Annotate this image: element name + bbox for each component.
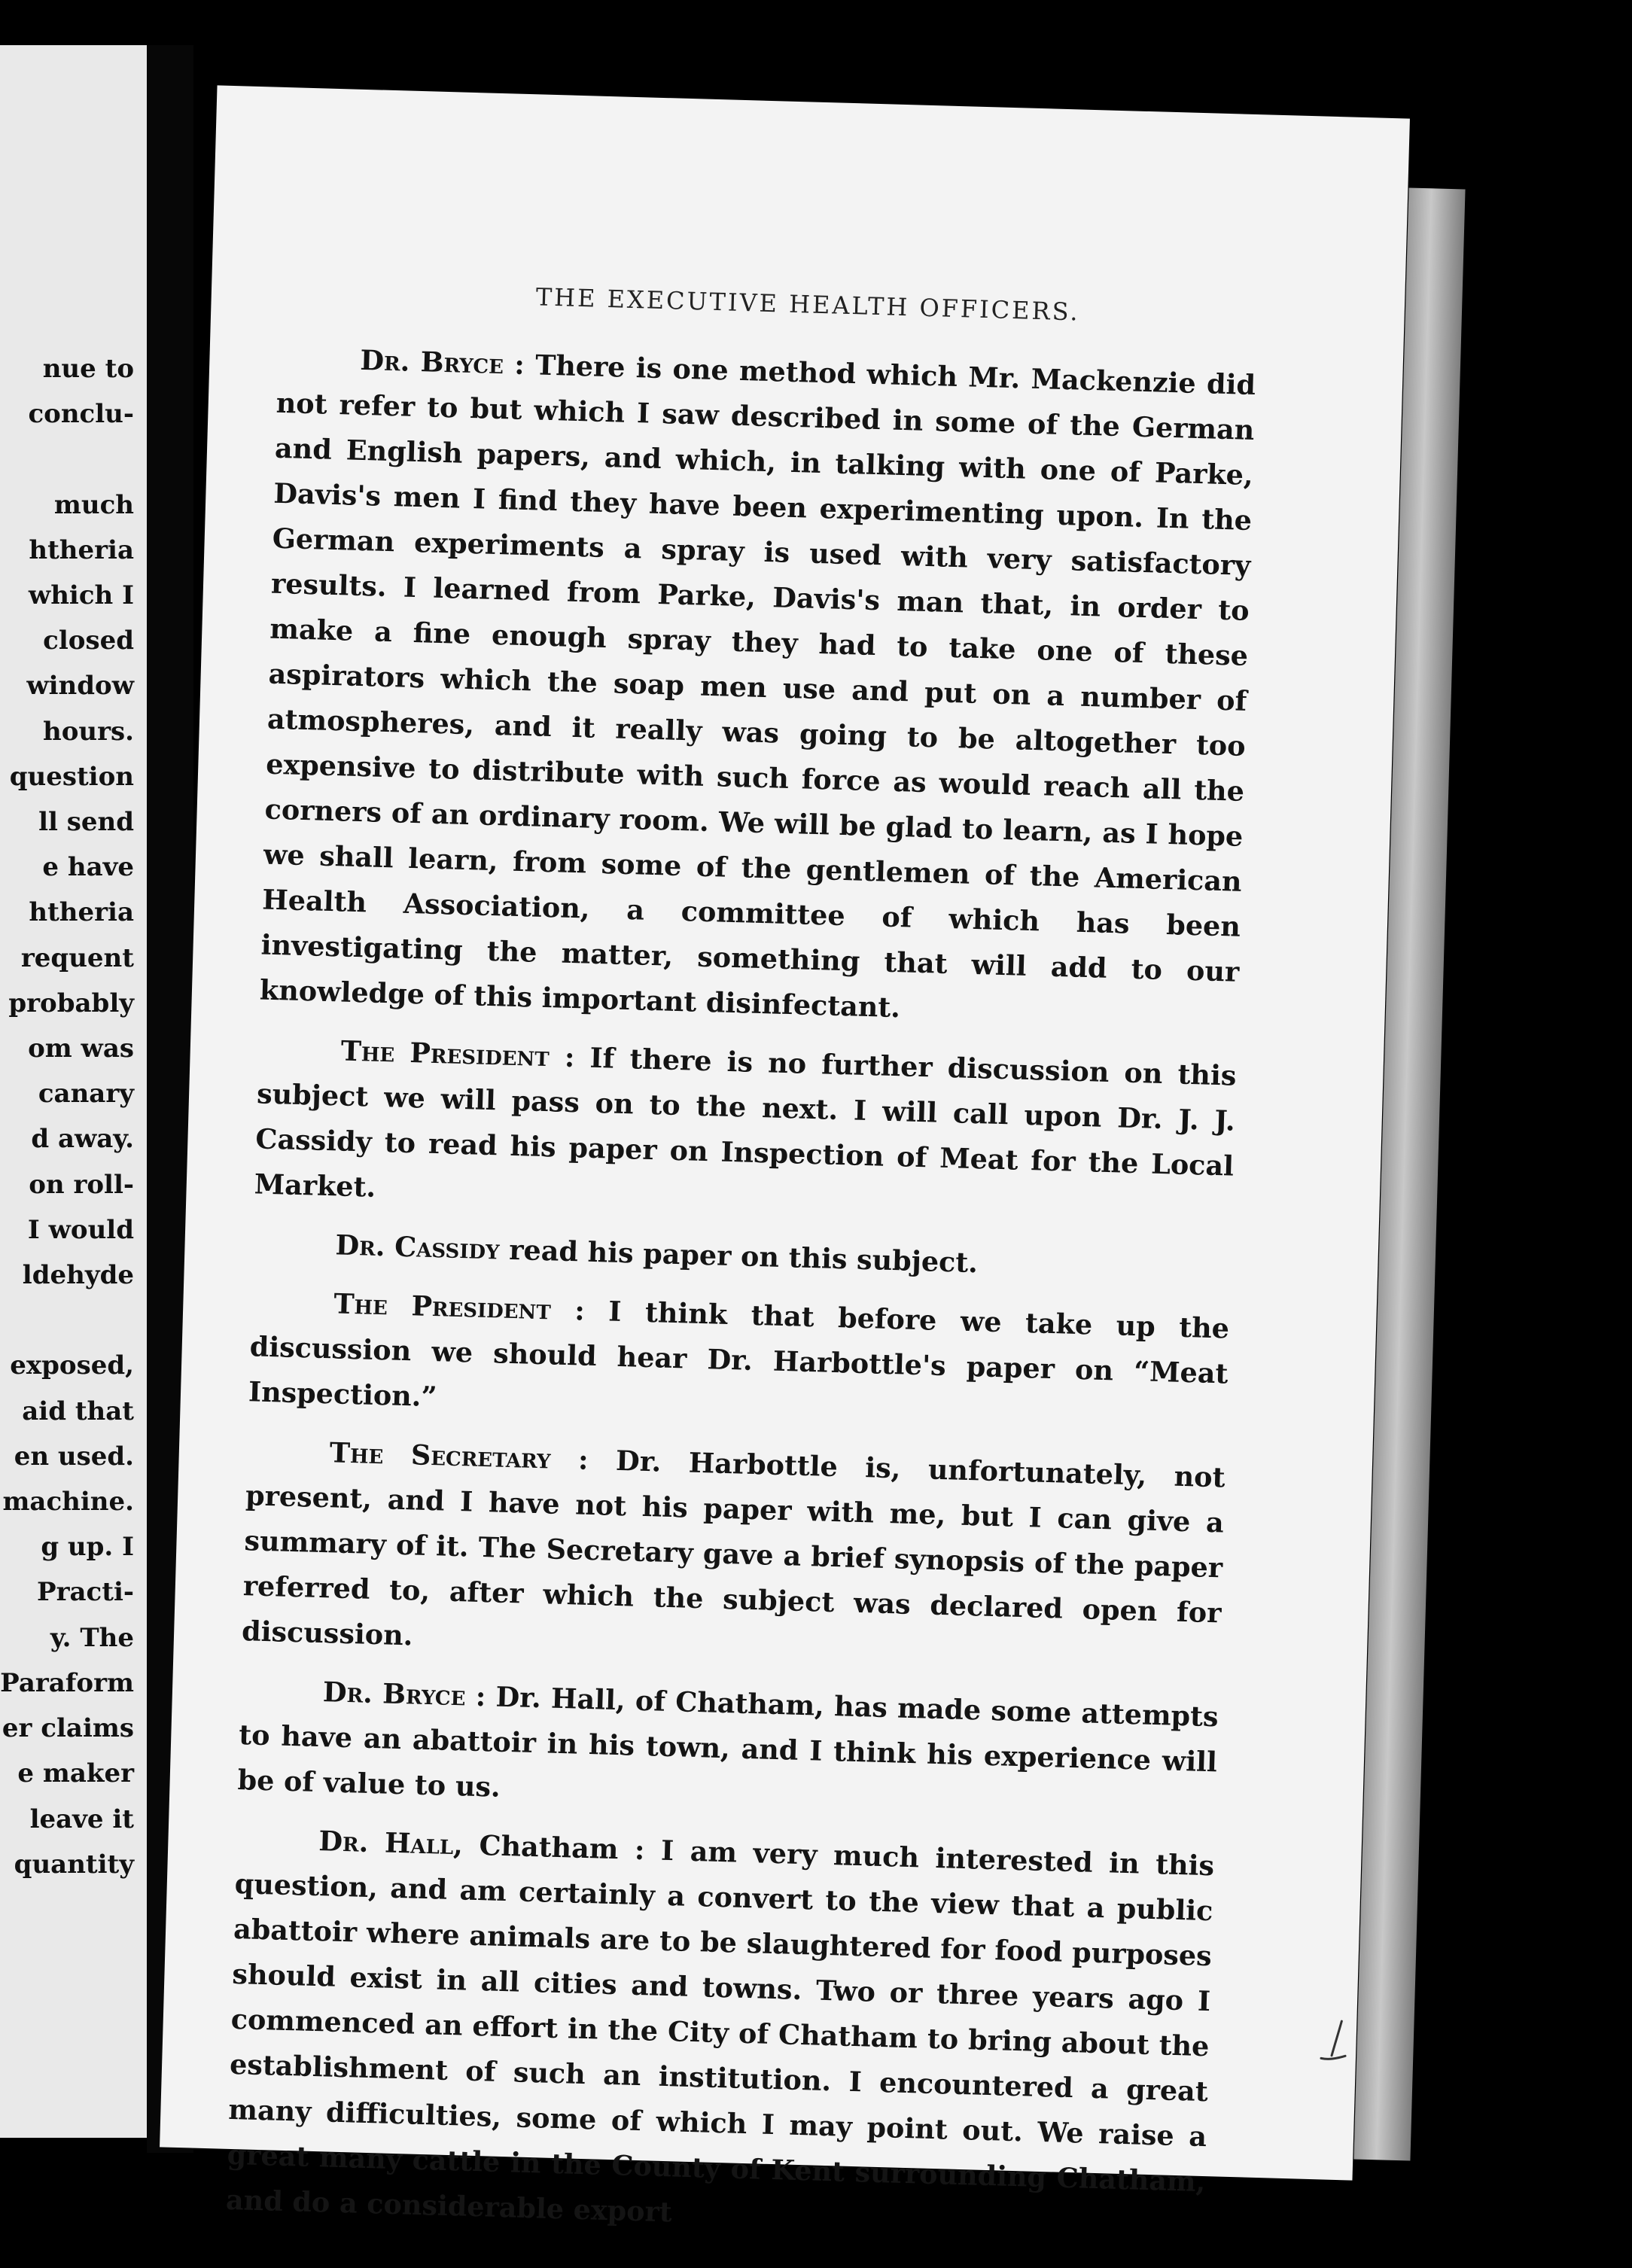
right-page <box>160 85 1410 2229</box>
speaker-name: Dr. Cassidy <box>335 1228 501 1266</box>
left-line: e have <box>42 852 134 883</box>
left-line: y. The <box>50 1622 134 1653</box>
left-line: on roll- <box>29 1169 134 1200</box>
left-line: I would <box>27 1214 134 1245</box>
left-line: om was <box>28 1034 134 1064</box>
paragraph-text: : There is one method which Mr. Mackenzie did not refer to but which I saw described in some of the German and English papers, and which, in talking with one of Parke, Davis's men I find they have been experimenting upon. In the German experiments a spray is used with very satisfactory results. I learned from Parke, Davis's man that, in order to make a fine enough spray they had to take one of these aspirators which the soap men use and put on a number of atmospheres, and it really was going to be altogether too expensive to distribute with such force as would reach all the corners of an ordinary room. We will be glad to learn, as I hope we shall learn, from some of the gentlemen of the American Health Association, a committee of which has been investigating the matter, something that will add to our knowledge of this important disinfectant. <box>259 348 1256 1024</box>
left-line: machine. <box>2 1487 134 1518</box>
left-line: hours. <box>42 716 134 747</box>
paragraph <box>254 1026 1237 1234</box>
paragraph-text: : Dr. Hall, of Chatham, has made some attempts to have an abattoir in his town, and I think his experience will be of value to us. <box>237 1679 1219 1804</box>
paragraph <box>225 1816 1215 2250</box>
paragraph <box>259 336 1256 1040</box>
paragraph-text: read his paper on this subject. <box>499 1233 979 1280</box>
left-line <box>0 437 134 482</box>
paragraph <box>252 1220 1232 1292</box>
left-line: htheria <box>29 897 134 928</box>
left-line: Paraform <box>0 1667 134 1698</box>
left-line: requent <box>20 942 134 973</box>
left-line: window <box>26 671 134 702</box>
left-line: quantity <box>14 1849 134 1880</box>
paragraph-text: : If there is no further discussion on this subject we will pass on to the next. I will call upon Dr. J. J. Cassidy to read his paper on Inspection of Meat for the Local Market. <box>254 1040 1237 1204</box>
paragraph <box>241 1428 1226 1681</box>
left-line <box>0 1298 134 1343</box>
paragraph-text: , Chatham : I am very much interested in this question, and am certainly a convert to the view that a public abattoir where animals are to be slaughtered for food purposes should exist in all cities and towns. Two or three years ago I commenced an effort in the City of Chatham to bring about the establishment of such an institution. I encountered a great many difficulties, some of which I may point out. We raise a great many cattle in the County of Kent surrounding Chatham, and do a considerable export <box>225 1828 1215 2229</box>
left-line: en used. <box>14 1441 134 1472</box>
left-line: ll send <box>38 807 134 838</box>
left-line: nue to <box>42 354 134 384</box>
left-line: much <box>53 489 134 520</box>
speaker-name: The President <box>340 1034 550 1073</box>
left-line: aid that <box>22 1396 134 1426</box>
running-head: THE EXECUTIVE HEALTH OFFICERS. <box>535 282 1081 327</box>
left-line: leave it <box>29 1804 134 1834</box>
paragraph <box>237 1667 1219 1830</box>
left-page-text <box>0 346 134 1887</box>
left-line: d away. <box>31 1124 134 1155</box>
paragraph-text: : I think that before we take up the discussion we should hear Dr. Harbottle's paper on “Meat Inspection.” <box>248 1293 1230 1414</box>
speaker-name: The President <box>333 1287 552 1326</box>
speaker-name: Dr. Bryce <box>322 1676 467 1712</box>
left-line: g up. I <box>41 1532 134 1563</box>
left-line: e maker <box>17 1758 134 1789</box>
left-line: which I <box>28 580 134 611</box>
left-line: canary <box>38 1079 134 1110</box>
left-line: conclu- <box>28 399 134 430</box>
speaker-name: Dr. Hall <box>318 1825 454 1862</box>
left-line: er claims <box>2 1713 134 1744</box>
left-line: ldehyde <box>22 1260 134 1291</box>
paragraph <box>248 1279 1230 1441</box>
left-page <box>0 45 151 2138</box>
left-line: Practi- <box>37 1577 134 1608</box>
left-line: probably <box>8 988 134 1018</box>
paragraph-text: : Dr. Harbottle is, unfortunately, not present, and I have not his paper with me, but I can give a summary of it. The Secretary gave a brief synopsis of the paper referred to, after which the subject was declared open for discussion. <box>241 1442 1226 1652</box>
left-line: question <box>9 761 134 792</box>
pencil-mark <box>1318 2017 1350 2063</box>
left-line: exposed, <box>10 1350 134 1381</box>
left-line: htheria <box>29 534 134 565</box>
speaker-name: The Secretary <box>329 1436 552 1475</box>
left-line: closed <box>43 626 134 656</box>
body-text <box>225 336 1256 2263</box>
speaker-name: Dr. Bryce <box>359 343 504 381</box>
